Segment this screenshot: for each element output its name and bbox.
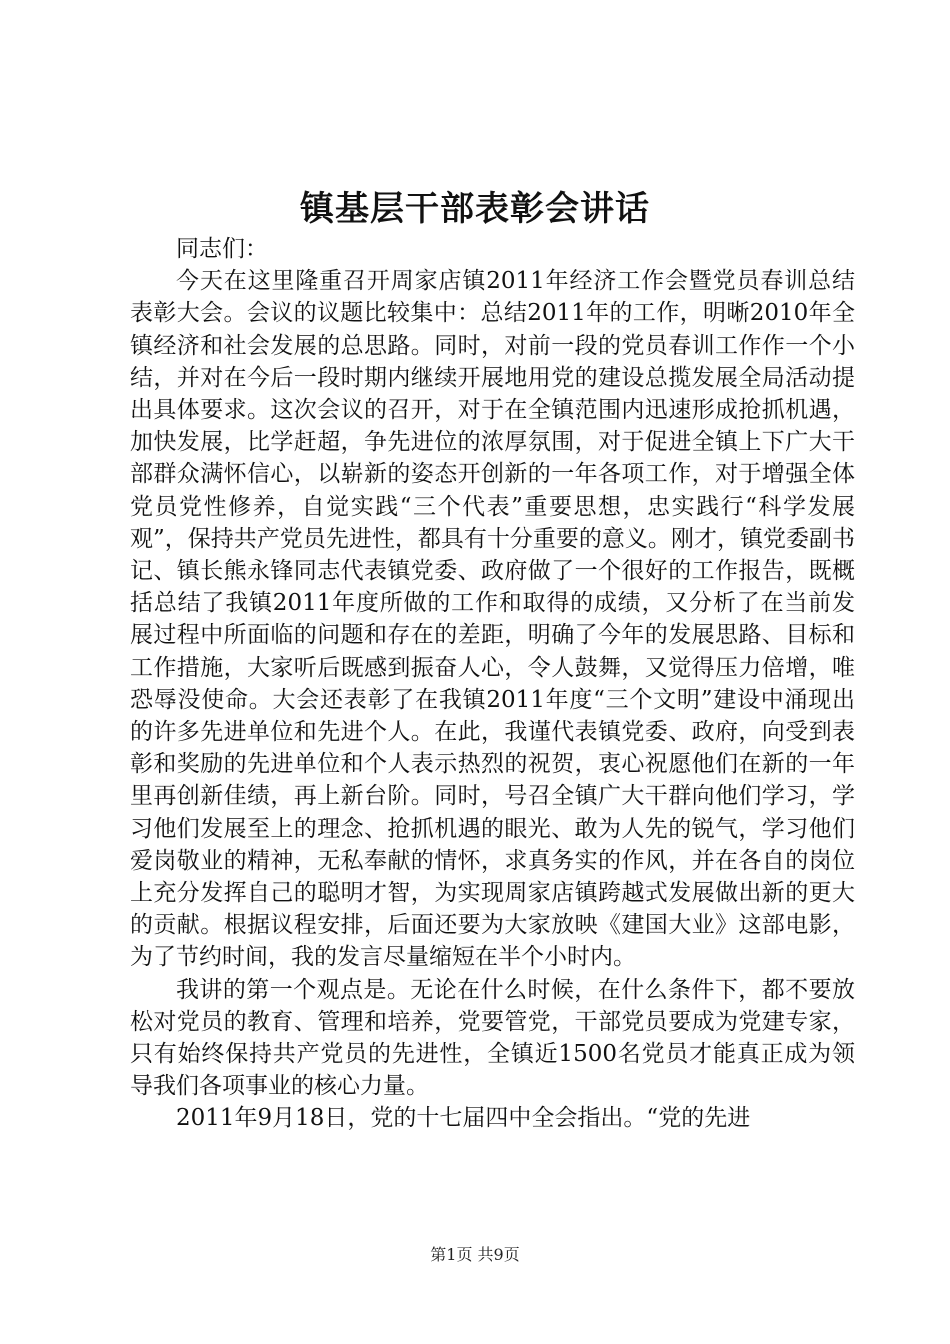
body-paragraph: 2011年9月18日，党的十七届四中全会指出。“党的先进 (176, 1105, 751, 1132)
document-body (130, 233, 855, 1135)
body-paragraph: 今天在这里隆重召开周家店镇2011年经济工作会暨党员春训总结表彰大会。会议的议题比较集中：总结2011年的工作，明晰2010年全镇经济和社会发展的总思路。同时，对前一段的党员春训工作作一个小结，并对在今后一段时期内继续开展地用党的建设总揽发展全局活动提出具体要求。这次会议的召开，对于在全镇范围内迅速形成抢抓机遇，加快发展，比学赶超，争先进位的浓厚氛围，对于促进全镇上下广大干部群众满怀信心，以崭新的姿态开创新的一年各项工作，对于增强全体党员党性修养，自觉实践“三个代表”重要思想，忠实践行“科学发展观”，保持共产党员先进性，都具有十分重要的意义。刚才，镇党委副书记、镇长熊永锋同志代表镇党委、政府做了一个很好的工作报告，既概括总结了我镇2011年度所做的工作和取得的成绩，又分析了在当前发展过程中所面临的问题和存在的差距，明确了今年的发展思路、目标和工作措施，大家听后既感到振奋人心，令人鼓舞，又觉得压力倍增，唯恐辱没使命。大会还表彰了在我镇2011年度“三个文明”建设中涌现出的许多先进单位和先进个人。在此，我谨代表镇党委、政府，向受到表彰和奖励的先进单位和个人表示热烈的祝贺，衷心祝愿他们在新的一年里再创新佳绩，再上新台阶。同时，号召全镇广大干群向他们学习，学习他们发展至上的理念、抢抓机遇的眼光、敢为人先的锐气，学习他们爱岗敬业的精神，无私奉献的情怀，求真务实的作风，并在各自的岗位上充分发挥自己的聪明才智，为实现周家店镇跨越式发展做出新的更大的贡献。根据议程安排，后面还要为大家放映《建国大业》这部电影，为了节约时间，我的发言尽量缩短在半个小时内。 (130, 268, 855, 971)
page-footer: 第1页 共9页 (430, 1245, 520, 1264)
document-title: 镇基层干部表彰会讲话 (300, 189, 650, 229)
salutation-paragraph: 同志们： (176, 236, 268, 262)
body-paragraph: 我讲的第一个观点是。无论在什么时候，在什么条件下，都不要放松对党员的教育、管理和培养，党要管党，干部党员要成为党建专家，只有始终保持共产党员的先进性，全镇近1500名党员才能真正成为领导我们各项事业的核心力量。 (130, 976, 855, 1100)
